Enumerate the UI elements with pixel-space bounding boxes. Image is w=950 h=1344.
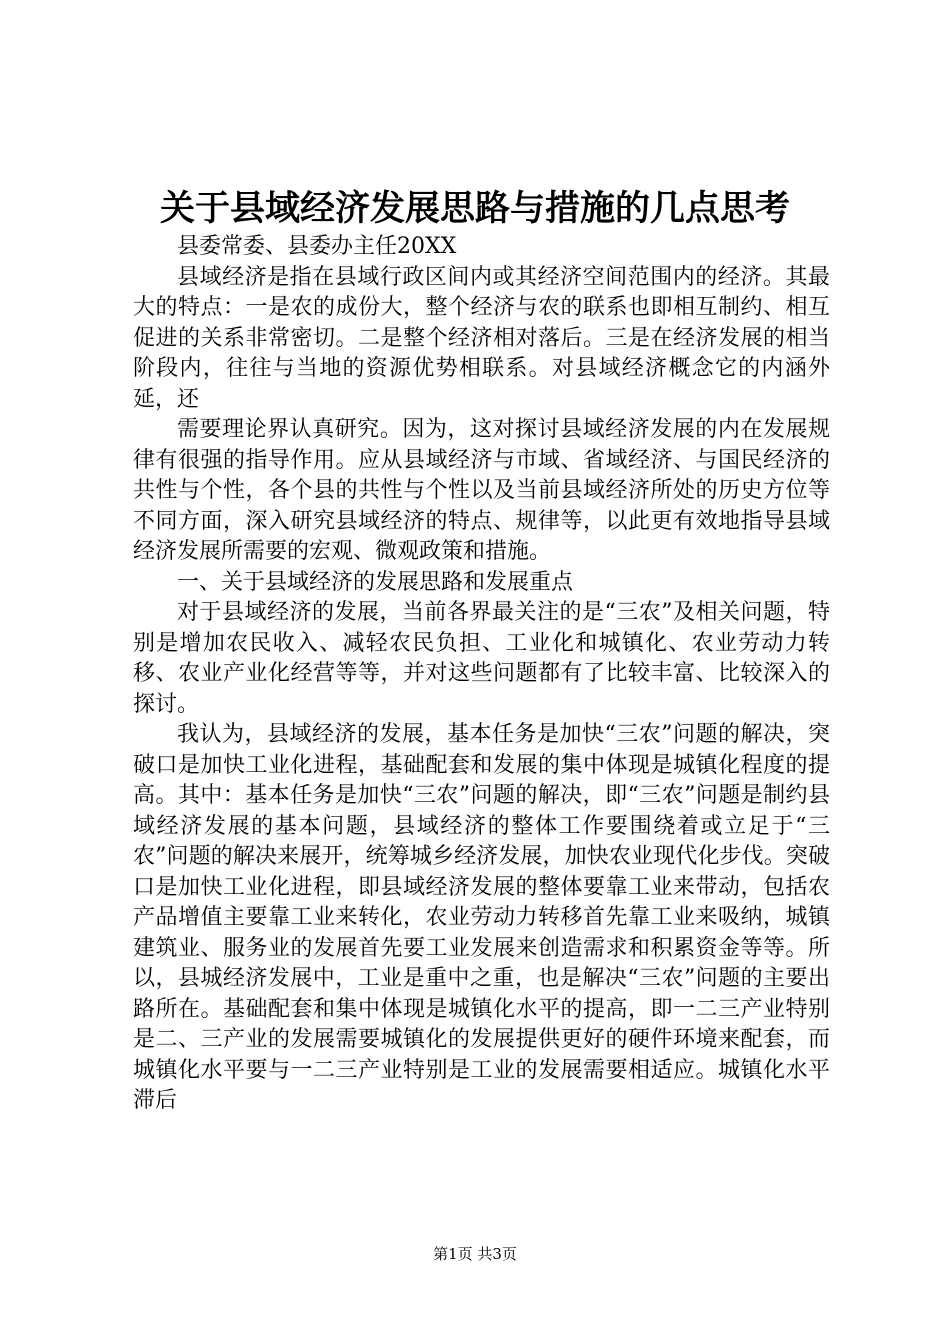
paragraph: 对于县域经济的发展，当前各界最关注的是“三农”及相关问题，特别是增加农民收入、减轻农民负担、工业化和城镇化、农业劳动力转移、农业产业化经营等等，并对这些问题都有了比较丰富、比较深入的探讨。	[133, 600, 830, 717]
paragraph: 需要理论界认真研究。因为，这对探讨县域经济发展的内在发展规律有很强的指导作用。应从县域经济与市域、省域经济、与国民经济的共性与个性，各个县的共性与个性以及当前县域经济所处的历史方位等不同方面，深入研究县域经济的特点、规律等，以此更有效地指导县域经济发展所需要的宏观、微观政策和措施。	[133, 417, 830, 564]
document-body	[133, 232, 830, 1117]
paragraph: 县域经济是指在县域行政区间内或其经济空间范围内的经济。其最大的特点：一是农的成份大，整个经济与农的联系也即相互制约、相互促进的关系非常密切。二是整个经济相对落后。三是在经济发展的相当阶段内，往往与当地的资源优势相联系。对县域经济概念它的内涵外延，还	[133, 264, 830, 412]
paragraph: 我认为，县域经济的发展，基本任务是加快“三农”问题的解决，突破口是加快工业化进程，基础配套和发展的集中体现是城镇化程度的提高。其中：基本任务是加快“三农”问题的解决，即“三农”问题是制约县域经济发展的基本问题，县域经济的整体工作要围绕着或立足于“三农”问题的解决来展开，统筹城乡经济发展，加快农业现代化步伐。突破口是加快工业化进程，即县域经济发展的整体要靠工业来带动，包括农产品增值主要靠工业来转化，农业劳动力转移首先靠工业来吸纳，城镇建筑业、服务业的发展首先要工业发展来创造需求和积累资金等等。所以，县城经济发展中，工业是重中之重，也是解决“三农”问题的主要出路所在。基础配套和集中体现是城镇化水平的提高，即一二三产业特别是二、三产业的发展需要城镇化的发展提供更好的硬件环境来配套，而城镇化水平要与一二三产业特别是工业的发展需要相适应。城镇化水平滞后	[133, 722, 830, 1113]
section-heading: 一、关于县域经济的发展思路和发展重点	[177, 569, 574, 595]
author-line: 县委常委、县委办主任20XX	[177, 234, 457, 259]
page-number-footer: 第1页 共3页	[433, 1245, 517, 1263]
document-title: 关于县域经济发展思路与措施的几点思考	[159, 188, 790, 229]
